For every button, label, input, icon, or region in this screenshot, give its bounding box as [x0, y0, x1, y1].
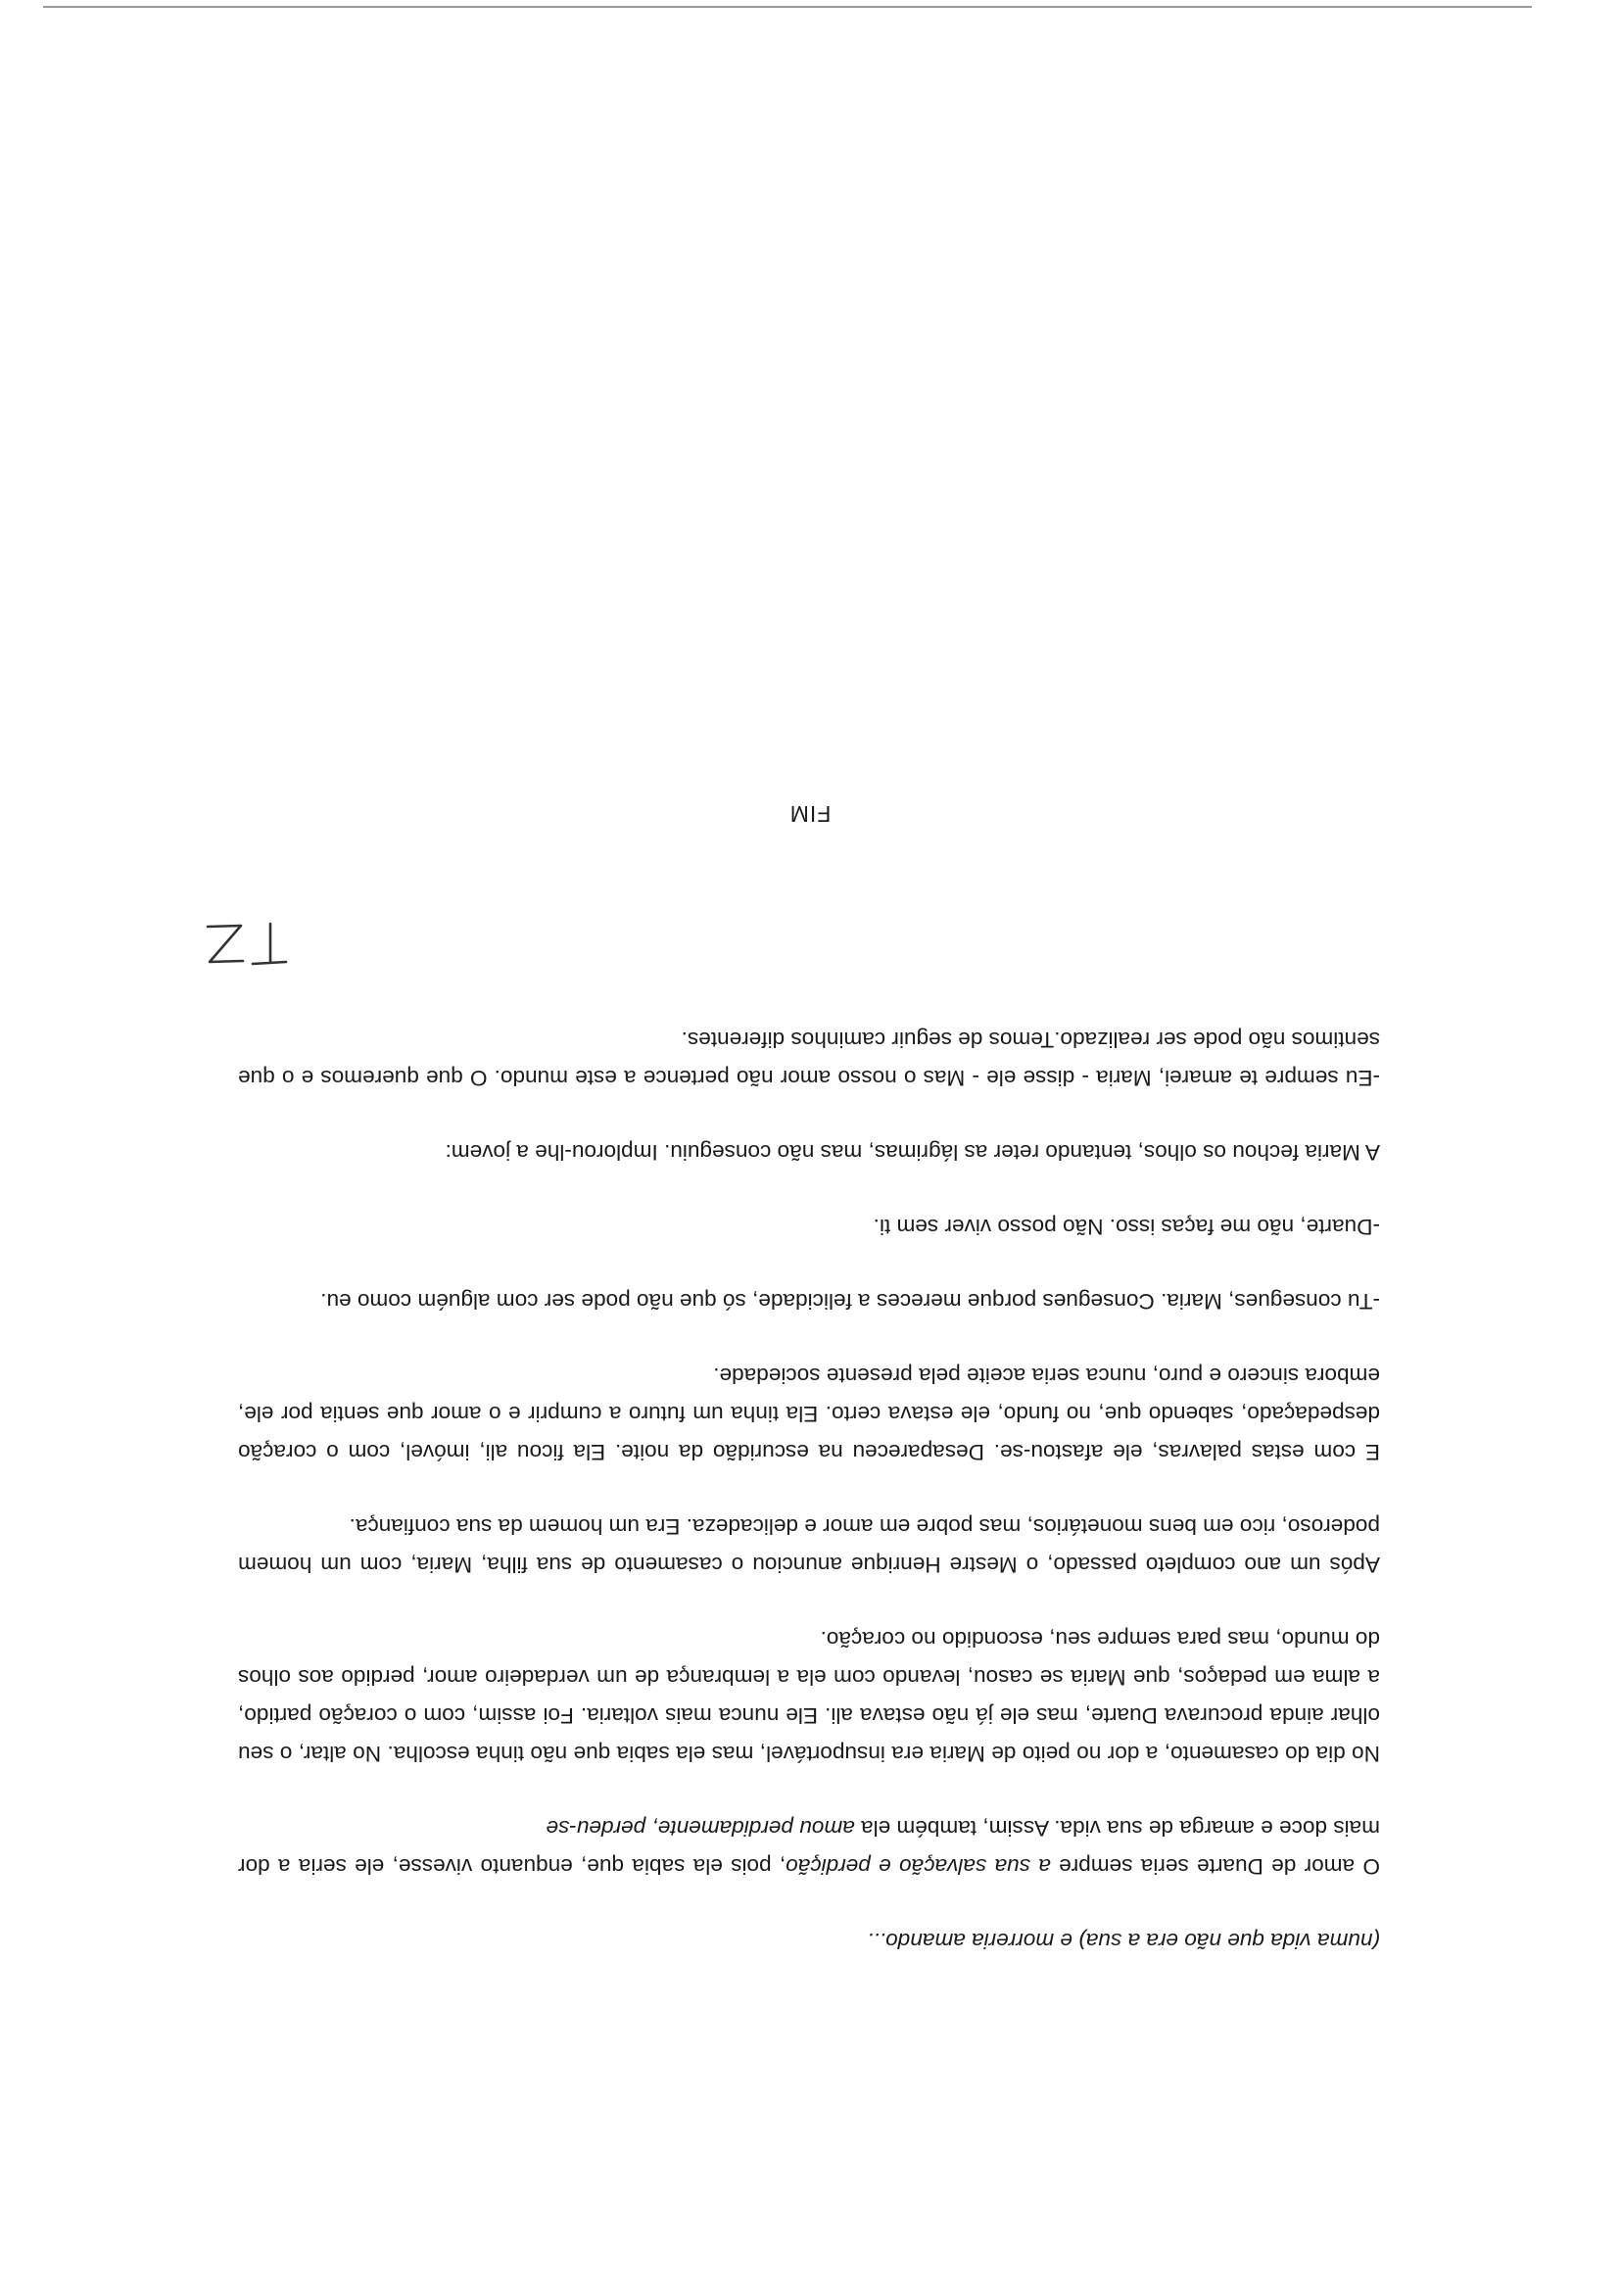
- paragraph-tu-consegues: [238, 1282, 1380, 1320]
- paragraph-apos-um-ano: [238, 1507, 1380, 1584]
- paragraph-com-estas-palavras: [238, 1357, 1380, 1471]
- end-title: FIM: [788, 801, 832, 827]
- scan-edge-line: [43, 6, 1532, 8]
- text-span: amou perdidamente, perdeu-se: [546, 1816, 855, 1841]
- text-span: E com estas palavras, ele afastou-se. Desapareceu na escuridão da noite. Ela ficou ali, imóvel, com o coração despedaçado, sabendo que, no fundo, ele estava certo. Ela tinha um futuro a cumprir e o amor que sentia por ele, embora sincero e puro, nunca seria aceite pela presente sociedade.: [238, 1363, 1380, 1464]
- paragraph-dia-do-casamento: [238, 1620, 1380, 1773]
- paragraph-maria-fechou-os-olhos: [238, 1133, 1380, 1172]
- paragraph-eu-sempre-te-amarei: [238, 1021, 1380, 1097]
- story-text: [238, 1021, 1380, 1960]
- text-span: No dia do casamento, a dor no peito de Maria era insuportável, mas ela sabia que não tinha escolha. No altar, o seu olhar ainda procurava Duarte, mas ele já não estava ali. Ele nunca mais voltaria. Foi assim, com o coração partido, a alma em pedaços, que Maria se casou, levando com ela a lembrança de um verdadeiro amor, perdido aos olhos do mundo, mas para sempre seu, escondido no coração.: [238, 1627, 1380, 1766]
- text-span: -Duarte, não me faças isso. Não posso viver sem ti.: [873, 1215, 1380, 1239]
- paragraph-amor-de-duarte: [238, 1809, 1380, 1886]
- text-span: A Maria fechou os olhos, tentando reter as lágrimas, mas não conseguiu. Implorou-lhe a jovem:: [445, 1140, 1380, 1165]
- text-span: -Eu sempre te amarei, Maria - disse ele - Mas o nosso amor não pertence a este mundo. O que queremos e o que sentimos não pode ser realizado.Temos de seguir caminhos diferentes.: [238, 1028, 1380, 1090]
- text-span: a sua salvação e perdição: [786, 1854, 1051, 1879]
- text-span: , pois ela sabia que, enquanto vivesse, ele seria a dor mais doce e amarga de sua vida. Assim, também ela: [238, 1816, 1380, 1879]
- text-span: -Tu consegues, Maria. Consegues porque mereces a felicidade, só que não pode ser com alguém como eu.: [320, 1289, 1380, 1314]
- text-span: (numa vida que não era a sua) e morreria amando...: [867, 1929, 1380, 1953]
- handwritten-tz-mark: [204, 921, 292, 966]
- paragraph-closing-line: [238, 1922, 1380, 1960]
- text-span: Após um ano completo passado, o Mestre Henrique anunciou o casamento de sua filha, Maria, com um homem poderoso, rico em bens monetários, mas pobre em amor e delicadeza. Era um homem da sua confiança.: [238, 1514, 1380, 1577]
- text-span: O amor de Duarte seria sempre: [1050, 1854, 1380, 1879]
- paragraph-duarte-nao-me-facas: [238, 1208, 1380, 1246]
